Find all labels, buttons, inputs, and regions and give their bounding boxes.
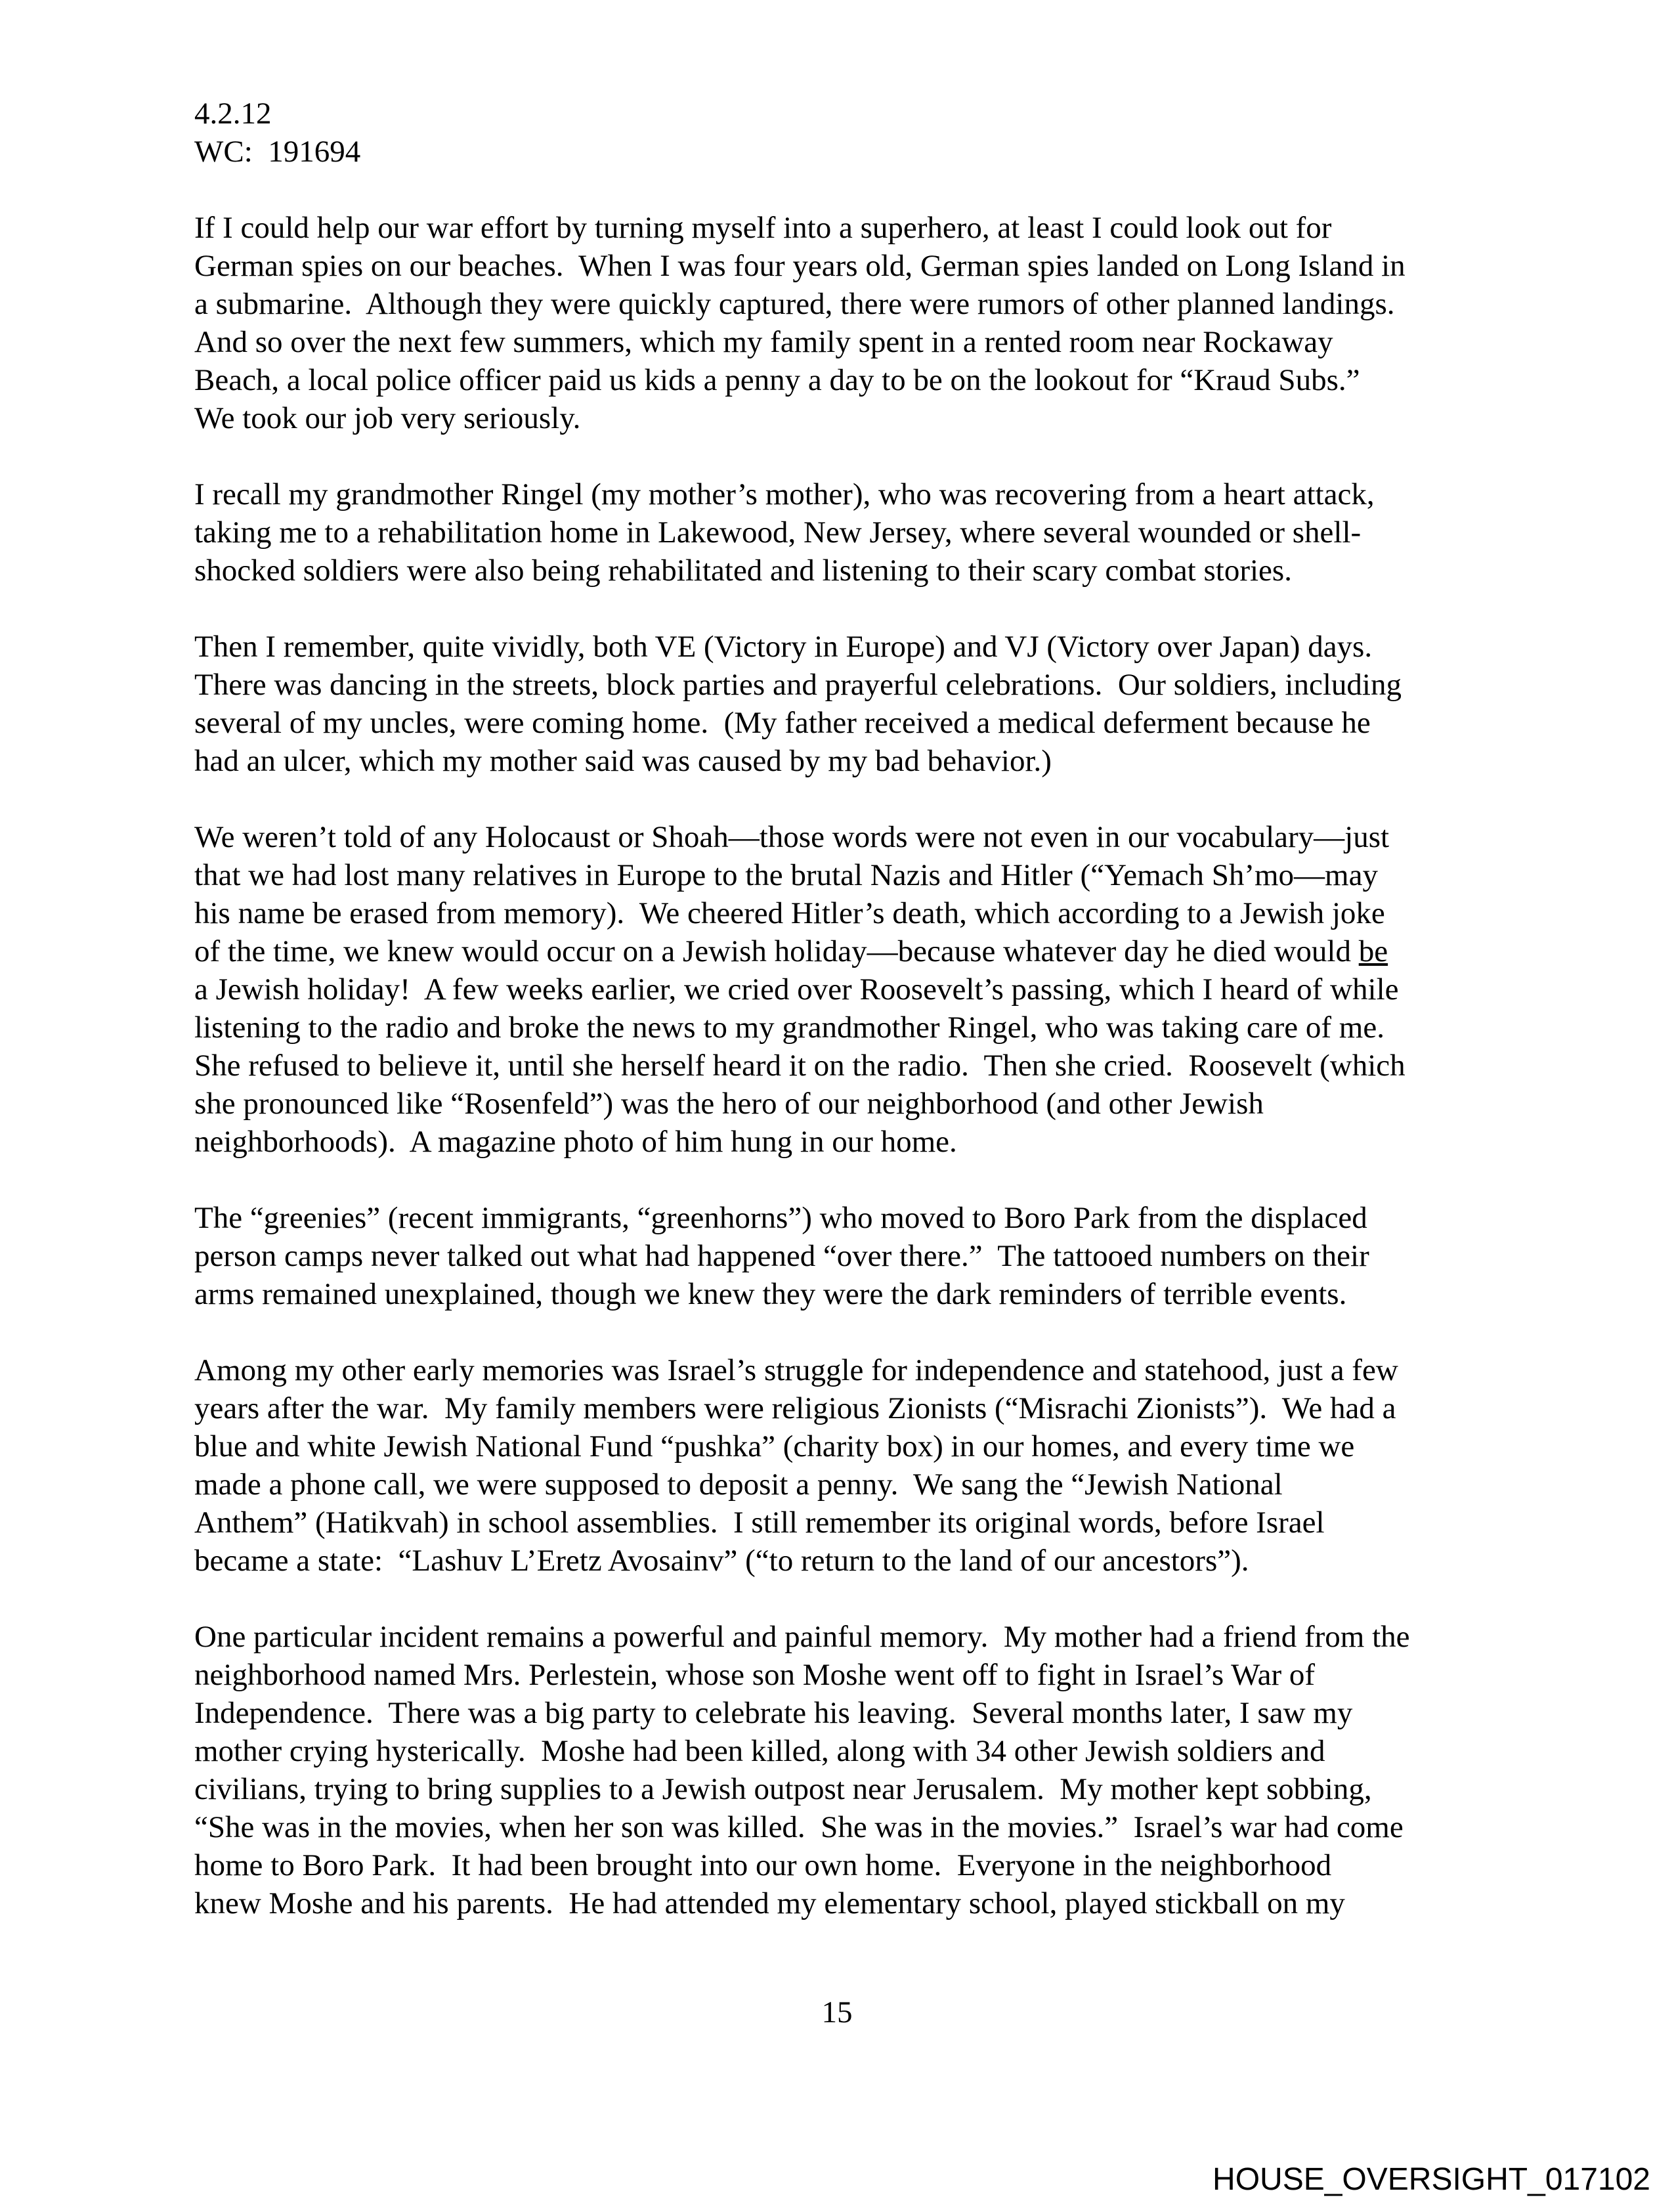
text-line <box>194 1504 1516 1542</box>
text-segment: taking me to a rehabilitation home in Lakewood, New Jersey, where several wounded or shell- <box>194 515 1362 550</box>
text-line <box>194 323 1516 361</box>
text-segment: shocked soldiers were also being rehabilitated and listening to their scary combat stories. <box>194 553 1292 588</box>
text-segment: She refused to believe it, until she herself heard it on the radio. Then she cried. Roosevelt (which <box>194 1049 1406 1083</box>
text-line <box>194 513 1516 552</box>
text-line <box>194 1123 1516 1161</box>
text-line <box>194 1465 1516 1504</box>
text-segment: home to Boro Park. It had been brought into our own home. Everyone in the neighborhood <box>194 1848 1332 1882</box>
text-line <box>194 1237 1516 1275</box>
text-segment: his name be erased from memory). We cheered Hitler’s death, which according to a Jewish joke <box>194 896 1385 930</box>
text-line <box>194 1047 1516 1085</box>
text-line <box>194 552 1516 590</box>
text-segment: Anthem” (Hatikvah) in school assemblies. I still remember its original words, before Israel <box>194 1506 1325 1540</box>
text-segment: a Jewish holiday! A few weeks earlier, we cried over Roosevelt’s passing, which I heard of while <box>194 972 1399 1007</box>
text-segment: “She was in the movies, when her son was killed. She was in the movies.” Israel’s war had come <box>194 1810 1404 1844</box>
paragraph <box>194 209 1516 437</box>
text-segment: that we had lost many relatives in Europe to the brutal Nazis and Hitler (“Yemach Sh’mo—may <box>194 858 1378 892</box>
document-header <box>194 95 1516 171</box>
text-segment: The “greenies” (recent immigrants, “greenhorns”) who moved to Boro Park from the displaced <box>194 1201 1367 1235</box>
text-segment: German spies on our beaches. When I was four years old, German spies landed on Long Island in <box>194 249 1406 283</box>
text-segment: blue and white Jewish National Fund “pushka” (charity box) in our homes, and every time we <box>194 1429 1355 1464</box>
paragraph <box>194 1199 1516 1313</box>
text-segment: Then I remember, quite vividly, both VE (Victory in Europe) and VJ (Victory over Japan) days. <box>194 630 1373 664</box>
text-segment: years after the war. My family members were religious Zionists (“Misrachi Zionists”). We had a <box>194 1391 1396 1425</box>
text-line <box>194 666 1516 704</box>
text-segment: arms remained unexplained, though we knew they were the dark reminders of terrible events. <box>194 1277 1347 1311</box>
text-line <box>194 1389 1516 1427</box>
text-line <box>194 1618 1516 1656</box>
text-line <box>194 1656 1516 1694</box>
paragraph <box>194 818 1516 1161</box>
text-line <box>194 1732 1516 1770</box>
underlined-text: be <box>1358 934 1388 968</box>
text-line <box>194 247 1516 285</box>
text-line <box>194 856 1516 894</box>
text-line <box>194 285 1516 323</box>
text-segment: of the time, we knew would occur on a Jewish holiday—because whatever day he died would <box>194 934 1359 968</box>
paragraph <box>194 1618 1516 1922</box>
paragraph <box>194 628 1516 780</box>
document-body <box>194 209 1516 1922</box>
text-line <box>194 932 1516 970</box>
text-line <box>194 1085 1516 1123</box>
text-line <box>194 1542 1516 1580</box>
text-line <box>194 475 1516 513</box>
text-segment: a submarine. Although they were quickly captured, there were rumors of other planned landings. <box>194 287 1395 321</box>
text-line <box>194 1199 1516 1237</box>
text-line <box>194 361 1516 399</box>
header-word-count: WC: 191694 <box>194 135 361 169</box>
text-line <box>194 1008 1516 1047</box>
header-date: 4.2.12 <box>194 97 272 131</box>
text-segment: There was dancing in the streets, block parties and prayerful celebrations. Our soldiers, including <box>194 668 1402 702</box>
paragraph <box>194 475 1516 590</box>
text-segment: she pronounced like “Rosenfeld”) was the hero of our neighborhood (and other Jewish <box>194 1087 1264 1121</box>
text-line <box>194 1427 1516 1465</box>
text-segment: Independence. There was a big party to celebrate his leaving. Several months later, I saw my <box>194 1696 1353 1730</box>
text-segment: neighborhood named Mrs. Perlestein, whose son Moshe went off to fight in Israel’s War of <box>194 1658 1316 1692</box>
text-segment: had an ulcer, which my mother said was caused by my bad behavior.) <box>194 744 1052 778</box>
text-segment: listening to the radio and broke the news to my grandmother Ringel, who was taking care of me. <box>194 1010 1384 1045</box>
text-segment: We took our job very seriously. <box>194 401 581 435</box>
text-line <box>194 818 1516 856</box>
bates-number: HOUSE_OVERSIGHT_017102 <box>1213 2162 1650 2197</box>
text-line <box>194 628 1516 666</box>
text-segment: And so over the next few summers, which my family spent in a rented room near Rockaway <box>194 325 1333 359</box>
text-segment: knew Moshe and his parents. He had attended my elementary school, played stickball on my <box>194 1886 1345 1920</box>
page-number: 15 <box>821 1995 853 2029</box>
text-segment: Beach, a local police officer paid us kids a penny a day to be on the lookout for “Kraud Subs.” <box>194 363 1360 397</box>
text-segment: If I could help our war effort by turning myself into a superhero, at least I could look out for <box>194 211 1332 245</box>
paragraph <box>194 1351 1516 1580</box>
text-segment: We weren’t told of any Holocaust or Shoah—those words were not even in our vocabulary—just <box>194 820 1390 854</box>
text-line <box>194 704 1516 742</box>
text-line <box>194 1846 1516 1884</box>
text-segment: I recall my grandmother Ringel (my mother’s mother), who was recovering from a heart attack, <box>194 477 1375 511</box>
text-line <box>194 1770 1516 1808</box>
text-line <box>194 970 1516 1008</box>
text-line <box>194 399 1516 437</box>
text-segment: made a phone call, we were supposed to deposit a penny. We sang the “Jewish National <box>194 1467 1283 1502</box>
text-segment: Among my other early memories was Israel’s struggle for independence and statehood, just a few <box>194 1353 1398 1387</box>
text-segment: One particular incident remains a powerful and painful memory. My mother had a friend from the <box>194 1620 1410 1654</box>
text-segment: civilians, trying to bring supplies to a Jewish outpost near Jerusalem. My mother kept sobbing, <box>194 1772 1372 1806</box>
text-line <box>194 209 1516 247</box>
text-line <box>194 1808 1516 1846</box>
text-line <box>194 1351 1516 1389</box>
text-segment: mother crying hysterically. Moshe had been killed, along with 34 other Jewish soldiers and <box>194 1734 1325 1768</box>
text-segment: became a state: “Lashuv L’Eretz Avosainv” (“to return to the land of our ancestors”). <box>194 1544 1249 1578</box>
text-line <box>194 742 1516 780</box>
text-segment: several of my uncles, were coming home. (My father received a medical deferment because he <box>194 706 1371 740</box>
text-line <box>194 1275 1516 1313</box>
text-line <box>194 1694 1516 1732</box>
text-line <box>194 1884 1516 1922</box>
text-segment: neighborhoods). A magazine photo of him hung in our home. <box>194 1125 957 1159</box>
text-segment: person camps never talked out what had happened “over there.” The tattooed numbers on their <box>194 1239 1369 1273</box>
text-line <box>194 894 1516 932</box>
